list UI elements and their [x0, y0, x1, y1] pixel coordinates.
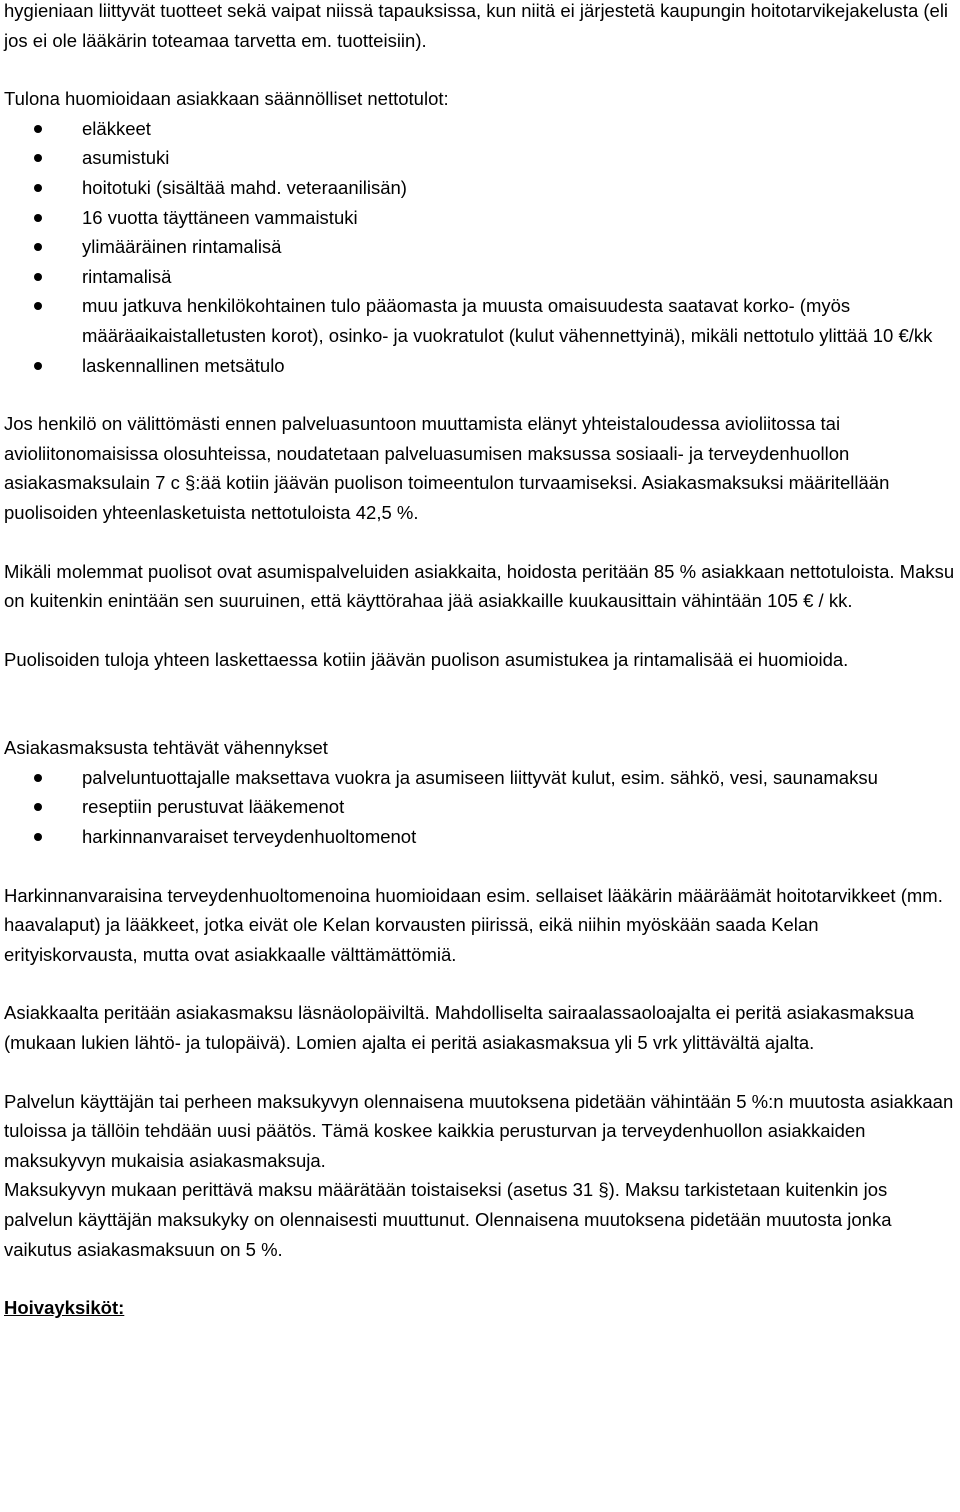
list-item: reseptiin perustuvat lääkemenot — [4, 792, 956, 822]
discretionary-costs-paragraph: Harkinnanvaraisina terveydenhuoltomenoina huomioidaan esim. sellaiset lääkärin määräämät hoitotarvikkeet (mm. haavalaput) ja lääkkeet, jotka eivät ole Kelan korvausten piirissä, eikä niihin myöskään saada Kelan erityiskorvausta, mutta ovat asiakkaalle välttämättömiä. — [4, 884, 943, 965]
income-list — [4, 114, 956, 380]
list-item: hoitotuki (sisältää mahd. veteraanilisän) — [4, 173, 956, 203]
combined-income-paragraph: Puolisoiden tuloja yhteen laskettaessa kotiin jäävän puolison asumistukea ja rintamalisää ei huomioida. — [4, 648, 849, 670]
list-item: asumistuki — [4, 143, 956, 173]
list-item: muu jatkuva henkilökohtainen tulo pääomasta ja muusta omaisuudesta saatavat korko- (myös määräaikaistalletusten korot), osinko- ja vuokratulot (kulut vähennettyinä), mikäli nettotulo ylittää 10 €/kk — [4, 291, 956, 350]
care-units-heading: Hoivayksiköt: — [4, 1297, 125, 1319]
both-spouses-paragraph: Mikäli molemmat puolisot ovat asumispalveluiden asiakkaita, hoidosta peritään 85 % asiakkaan nettotuloista. Maksu on kuitenkin enintään sen suuruinen, että käyttörahaa jää asiakkaille kuukausittain vähintään 105 € / kk. — [4, 560, 955, 612]
attendance-paragraph: Asiakkaalta peritään asiakasmaksu läsnäolopäiviltä. Mahdolliselta sairaalassaoloajalta ei peritä asiakasmaksua (mukaan lukien lähtö- ja tulopäivä). Lomien ajalta ei peritä asiakasmaksua yli 5 vrk ylittävältä ajalta. — [4, 1002, 915, 1054]
list-item: 16 vuotta täyttäneen vammaistuki — [4, 203, 956, 233]
deductions-list — [4, 763, 956, 852]
list-item: palveluntuottajalle maksettava vuokra ja asumiseen liittyvät kulut, esim. sähkö, vesi, saunamaksu — [4, 763, 956, 793]
list-item: harkinnanvaraiset terveydenhuoltomenot — [4, 822, 956, 852]
intro-paragraph: hygieniaan liittyvät tuotteet sekä vaipat niissä tapauksissa, kun niitä ei järjestetä kaupungin hoitotarvikejakelusta (eli jos ei ole lääkärin toteamaa tarvetta em. tuotteisiin). — [4, 0, 949, 51]
document-page — [4, 0, 956, 1323]
deductions-heading: Asiakasmaksusta tehtävät vähennykset — [4, 737, 328, 759]
list-item: ylimääräinen rintamalisä — [4, 232, 956, 262]
income-heading: Tulona huomioidaan asiakkaan säännölliset nettotulot: — [4, 88, 449, 110]
list-item: eläkkeet — [4, 114, 956, 144]
spouse-paragraph: Jos henkilö on välittömästi ennen palveluasuntoon muuttamista elänyt yhteistaloudessa avioliitossa tai avioliitonomaisissa olosuhteissa, noudatetaan palveluasumisen maksussa sosiaali- ja terveydenhuollon asiakasmaksulain 7 c §:ää kotiin jäävän puolison toimeentulon turvaamiseksi. Asiakasmaksuksi määritellään puolisoiden yhteenlasketuista nettotuloista 42,5 %. — [4, 413, 890, 523]
list-item: rintamalisä — [4, 262, 956, 292]
payment-review-paragraph: Maksukyvyn mukaan perittävä maksu määrätään toistaiseksi (asetus 31 §). Maksu tarkistetaan kuitenkin jos palvelun käyttäjän maksukyky on olennaisesti muuttunut. Olennaisena muutoksena pidetään muutosta jonka vaikutus asiakasmaksuun on 5 %. — [4, 1179, 892, 1260]
payment-change-paragraph: Palvelun käyttäjän tai perheen maksukyvyn olennaisena muutoksena pidetään vähintään 5 %:n muutosta asiakkaan tuloissa ja tällöin tehdään uusi päätös. Tämä koskee kaikkia perusturvan ja terveydenhuollon asiakkaiden maksukyvyn mukaisia asiakasmaksuja. — [4, 1090, 954, 1171]
list-item: laskennallinen metsätulo — [4, 351, 956, 381]
